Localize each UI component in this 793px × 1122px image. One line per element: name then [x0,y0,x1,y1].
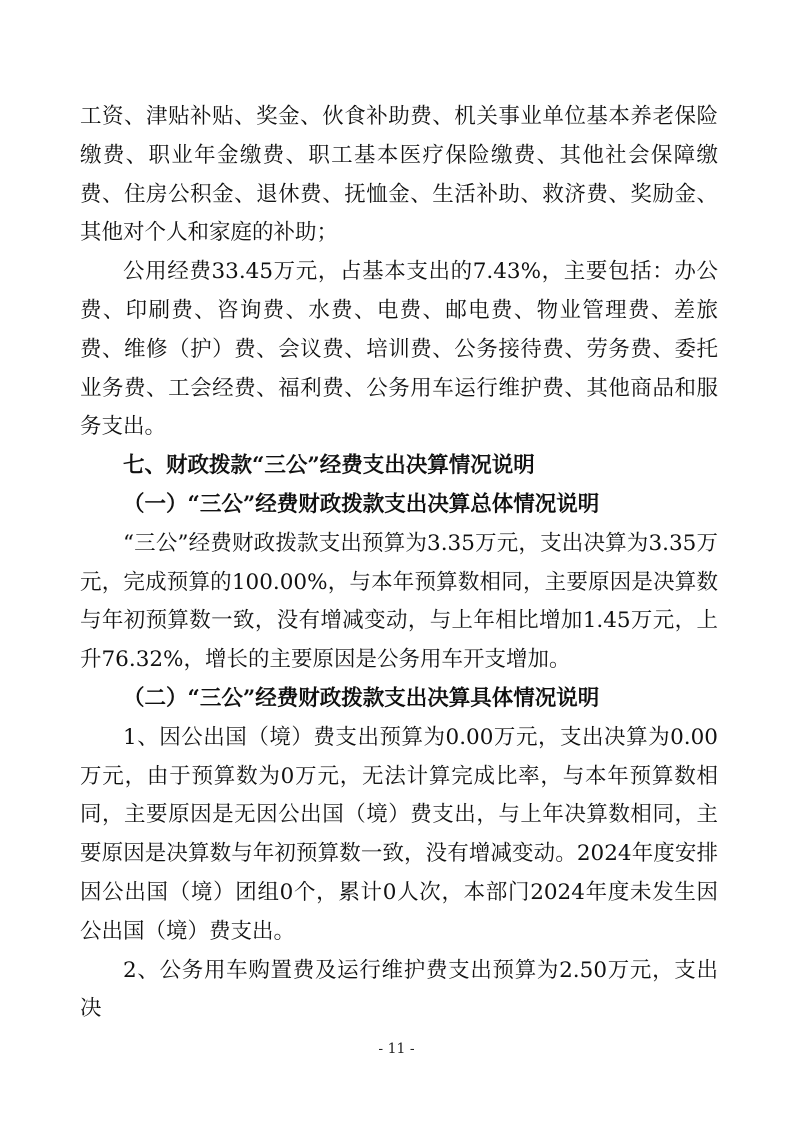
subsection-heading-one: （一）“三公”经费财政拨款支出决算总体情况说明 [123,491,600,517]
paragraph-public-expenses: 公用经费33.45万元，占基本支出的7.43%，主要包括：办公费、印刷费、咨询费、水费、电费、邮电费、物业管理费、差旅费、维修（护）费、会议费、培训费、公务接待费、劳务费、委托业务费、工会经费、福利费、公务用车运行维护费、其他商品和服务支出。 [80,259,718,440]
paragraph-official-vehicles: 2、公务用车购置费及运行维护费支出预算为2.50万元，支出决 [80,957,718,1022]
paragraph-three-public-overall: “三公”经费财政拨款支出预算为3.35万元，支出决算为3.35万元，完成预算的100.00%，与本年预算数相同，主要原因是决算数与年初预算数一致，没有增减变动，与上年相比增加1.45万元，上升76.32%，增长的主要原因是公务用车开支增加。 [80,530,718,673]
document-body [80,98,718,1029]
subsection-heading-two: （二）“三公”经费财政拨款支出决算具体情况说明 [123,685,600,711]
section-heading-seven: 七、财政拨款“三公”经费支出决算情况说明 [123,453,535,479]
paragraph-overseas-travel: 1、因公出国（境）费支出预算为0.00万元，支出决算为0.00万元，由于预算数为0万元，无法计算完成比率，与本年预算数相同，主要原因是无因公出国（境）费支出，与上年决算数相同，主要原因是决算数与年初预算数一致，没有增减变动。2024年度安排因公出国（境）团组0个，累计0人次，本部门2024年度未发生因公出国（境）费支出。 [80,724,718,944]
paragraph-personnel-expenses-continued: 工资、津贴补贴、奖金、伙食补助费、机关事业单位基本养老保险缴费、职业年金缴费、职工基本医疗保险缴费、其他社会保障缴费、住房公积金、退休费、抚恤金、生活补助、救济费、奖励金、其他对个人和家庭的补助； [80,104,718,246]
page-number: - 11 - [378,1041,415,1057]
